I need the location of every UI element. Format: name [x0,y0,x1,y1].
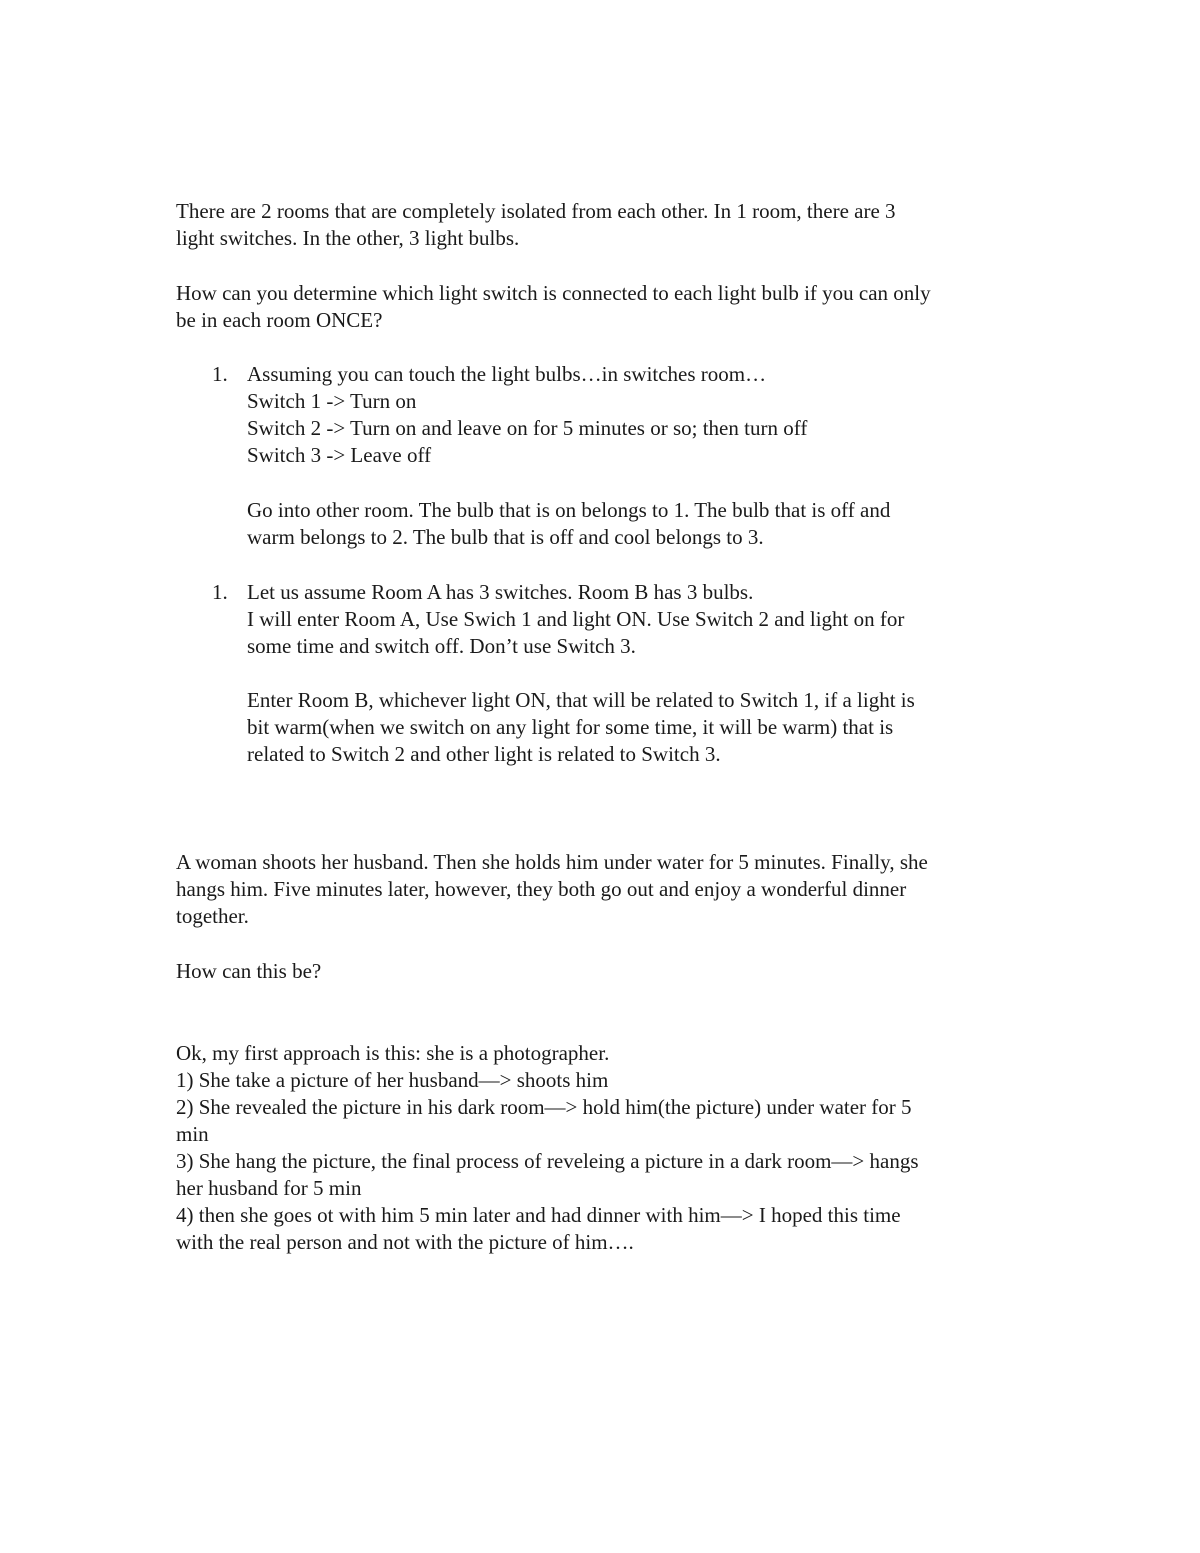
text-line: min [176,1122,209,1146]
text-line: her husband for 5 min [176,1176,362,1200]
text-line: How can you determine which light switch is connected to each light bulb if you can only [176,281,931,305]
puzzle2-question [176,958,1046,985]
puzzle2-intro [176,849,1046,930]
text-line: How can this be? [176,959,322,983]
text-line: be in each room ONCE? [176,308,383,332]
answer-body [247,361,1047,469]
text-line: 1) She take a picture of her husband—> shoots him [176,1068,609,1092]
text-line: together. [176,904,249,928]
text-line: There are 2 rooms that are completely isolated from each other. In 1 room, there are 3 [176,199,896,223]
text-line: Switch 2 -> Turn on and leave on for 5 minutes or so; then turn off [247,416,808,440]
puzzle2-answer [176,1040,1046,1256]
text-line: some time and switch off. Don’t use Switch 3. [247,634,636,658]
answer-body [247,579,1047,660]
text-line: 3) She hang the picture, the final process of reveleing a picture in a dark room—> hangs [176,1149,919,1173]
text-line: with the real person and not with the picture of him…. [176,1230,634,1254]
text-line: Assuming you can touch the light bulbs…in switches room… [247,362,767,386]
list-number: 1. [212,362,228,386]
text-line: I will enter Room A, Use Swich 1 and light ON. Use Switch 2 and light on for [247,607,905,631]
text-line: Go into other room. The bulb that is on belongs to 1. The bulb that is off and [247,498,891,522]
text-line: Let us assume Room A has 3 switches. Room B has 3 bulbs. [247,580,754,604]
text-line: 2) She revealed the picture in his dark room—> hold him(the picture) under water for 5 [176,1095,912,1119]
answer-conclusion [247,687,1047,768]
text-line: light switches. In the other, 3 light bulbs. [176,226,520,250]
list-number: 1. [212,580,228,604]
text-line: 4) then she goes ot with him 5 min later and had dinner with him—> I hoped this time [176,1203,901,1227]
text-line: hangs him. Five minutes later, however, they both go out and enjoy a wonderful dinner [176,877,907,901]
text-line: related to Switch 2 and other light is related to Switch 3. [247,742,721,766]
text-line: Ok, my first approach is this: she is a photographer. [176,1041,610,1065]
text-line: Switch 3 -> Leave off [247,443,432,467]
text-line: Switch 1 -> Turn on [247,389,417,413]
text-line: bit warm(when we switch on any light for some time, it will be warm) that is [247,715,894,739]
text-line: Enter Room B, whichever light ON, that will be related to Switch 1, if a light is [247,688,915,712]
text-line: A woman shoots her husband. Then she holds him under water for 5 minutes. Finally, she [176,850,928,874]
puzzle1-question [176,280,1046,334]
text-line: warm belongs to 2. The bulb that is off and cool belongs to 3. [247,525,764,549]
puzzle1-intro [176,198,1046,252]
answer-conclusion [247,497,1047,551]
